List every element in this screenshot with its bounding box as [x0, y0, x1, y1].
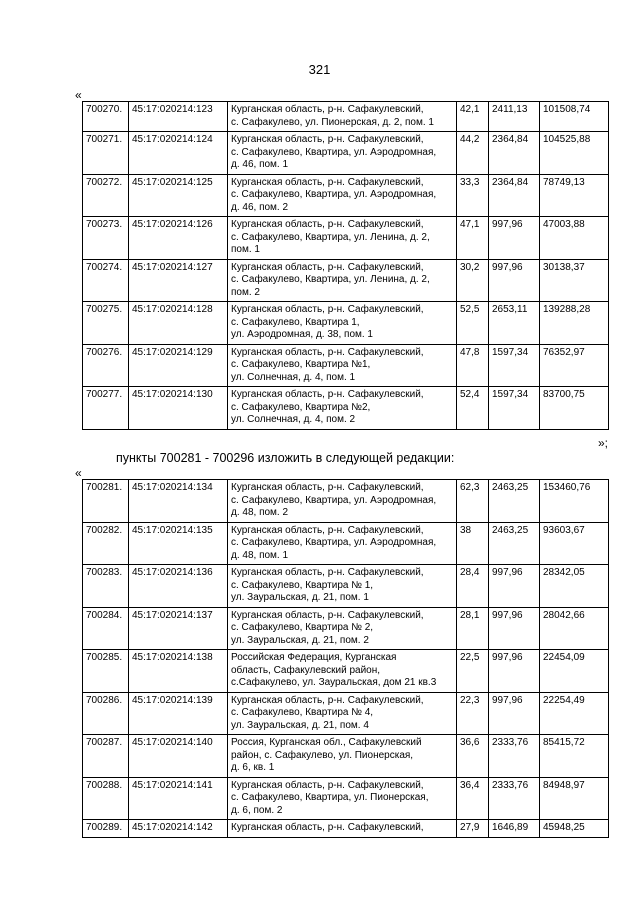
table-row: [83, 132, 609, 175]
price-cell: 2364,84: [489, 132, 540, 175]
price-cell: 997,96: [489, 565, 540, 608]
area-cell: 22,3: [457, 692, 489, 735]
cadastral-number-cell: 45:17:020214:142: [129, 820, 228, 838]
address-cell: Курганская область, р-н. Сафакулевский, с. Сафакулево, Квартира, ул. Аэродромная, д. 48, пом. 1: [228, 522, 457, 565]
opening-quote: «: [75, 466, 82, 480]
total-value-cell: 83700,75: [540, 387, 609, 430]
row-number-cell: 700273.: [83, 217, 129, 260]
address-cell: Курганская область, р-н. Сафакулевский, с. Сафакулево, Квартира № 2, ул. Зауральская, д. 21, пом. 2: [228, 607, 457, 650]
table-row: [83, 522, 609, 565]
closing-quote: »;: [598, 436, 609, 450]
total-value-cell: 78749,13: [540, 174, 609, 217]
price-cell: 997,96: [489, 650, 540, 693]
row-number-cell: 700270.: [83, 102, 129, 132]
table-row: [83, 607, 609, 650]
area-cell: 42,1: [457, 102, 489, 132]
total-value-cell: 28342,05: [540, 565, 609, 608]
table-row: [83, 650, 609, 693]
cadastral-number-cell: 45:17:020214:140: [129, 735, 228, 778]
price-cell: 2333,76: [489, 777, 540, 820]
property-table-amended: [82, 479, 609, 838]
total-value-cell: 85415,72: [540, 735, 609, 778]
table-row: [83, 480, 609, 523]
table-row: [83, 174, 609, 217]
total-value-cell: 28042,66: [540, 607, 609, 650]
total-value-cell: 104525,88: [540, 132, 609, 175]
cadastral-number-cell: 45:17:020214:139: [129, 692, 228, 735]
total-value-cell: 93603,67: [540, 522, 609, 565]
amendment-instruction: пункты 700281 - 700296 изложить в следующей редакции:: [116, 451, 455, 465]
total-value-cell: 45948,25: [540, 820, 609, 838]
address-cell: Курганская область, р-н. Сафакулевский, с. Сафакулево, Квартира №1, ул. Солнечная, д. 4, пом. 1: [228, 344, 457, 387]
address-cell: Курганская область, р-н. Сафакулевский, с. Сафакулево, Квартира № 4, ул. Зауральская, д. 21, пом. 4: [228, 692, 457, 735]
total-value-cell: 47003,88: [540, 217, 609, 260]
row-number-cell: 700272.: [83, 174, 129, 217]
address-cell: Курганская область, р-н. Сафакулевский, с. Сафакулево, Квартира, ул. Ленина, д. 2, пом. 2: [228, 259, 457, 302]
price-cell: 997,96: [489, 692, 540, 735]
price-cell: 1597,34: [489, 344, 540, 387]
cadastral-number-cell: 45:17:020214:125: [129, 174, 228, 217]
cadastral-number-cell: 45:17:020214:127: [129, 259, 228, 302]
price-cell: 1597,34: [489, 387, 540, 430]
table-row: [83, 259, 609, 302]
area-cell: 36,6: [457, 735, 489, 778]
row-number-cell: 700275.: [83, 302, 129, 345]
table-row: [83, 777, 609, 820]
table-row: [83, 735, 609, 778]
price-cell: 1646,89: [489, 820, 540, 838]
table-row: [83, 102, 609, 132]
price-cell: 2653,11: [489, 302, 540, 345]
opening-quote: «: [75, 88, 82, 102]
cadastral-number-cell: 45:17:020214:137: [129, 607, 228, 650]
price-cell: 2463,25: [489, 522, 540, 565]
row-number-cell: 700288.: [83, 777, 129, 820]
area-cell: 52,5: [457, 302, 489, 345]
price-cell: 2411,13: [489, 102, 540, 132]
row-number-cell: 700277.: [83, 387, 129, 430]
address-cell: Курганская область, р-н. Сафакулевский,: [228, 820, 457, 838]
address-cell: Курганская область, р-н. Сафакулевский, с. Сафакулево, Квартира 1, ул. Аэродромная, д. 38, пом. 1: [228, 302, 457, 345]
area-cell: 47,8: [457, 344, 489, 387]
area-cell: 62,3: [457, 480, 489, 523]
area-cell: 44,2: [457, 132, 489, 175]
total-value-cell: 22254,49: [540, 692, 609, 735]
address-cell: Курганская область, р-н. Сафакулевский, с. Сафакулево, Квартира № 1, ул. Зауральская, д. 21, пом. 1: [228, 565, 457, 608]
cadastral-number-cell: 45:17:020214:123: [129, 102, 228, 132]
cadastral-number-cell: 45:17:020214:138: [129, 650, 228, 693]
address-cell: Российская Федерация, Курганская область, Сафакулевский район, с.Сафакулево, ул. Зауральская, дом 21 кв.3: [228, 650, 457, 693]
address-cell: Курганская область, р-н. Сафакулевский, с. Сафакулево, Квартира, ул. Аэродромная, д. 46, пом. 1: [228, 132, 457, 175]
area-cell: 38: [457, 522, 489, 565]
row-number-cell: 700282.: [83, 522, 129, 565]
area-cell: 30,2: [457, 259, 489, 302]
address-cell: Курганская область, р-н. Сафакулевский, с. Сафакулево, Квартира, ул. Аэродромная, д. 48, пом. 2: [228, 480, 457, 523]
cadastral-number-cell: 45:17:020214:135: [129, 522, 228, 565]
table-row: [83, 344, 609, 387]
table-row: [83, 565, 609, 608]
row-number-cell: 700285.: [83, 650, 129, 693]
total-value-cell: 30138,37: [540, 259, 609, 302]
total-value-cell: 139288,28: [540, 302, 609, 345]
cadastral-number-cell: 45:17:020214:134: [129, 480, 228, 523]
area-cell: 36,4: [457, 777, 489, 820]
price-cell: 997,96: [489, 259, 540, 302]
total-value-cell: 84948,97: [540, 777, 609, 820]
table-row: [83, 692, 609, 735]
total-value-cell: 22454,09: [540, 650, 609, 693]
table-row: [83, 387, 609, 430]
page-number: 321: [308, 62, 331, 77]
area-cell: 28,4: [457, 565, 489, 608]
area-cell: 47,1: [457, 217, 489, 260]
address-cell: Россия, Курганская обл., Сафакулевский район, с. Сафакулево, ул. Пионерская, д. 6, кв. 1: [228, 735, 457, 778]
row-number-cell: 700274.: [83, 259, 129, 302]
cadastral-number-cell: 45:17:020214:124: [129, 132, 228, 175]
table-row: [83, 820, 609, 838]
total-value-cell: 101508,74: [540, 102, 609, 132]
area-cell: 28,1: [457, 607, 489, 650]
address-cell: Курганская область, р-н. Сафакулевский, с. Сафакулево, Квартира №2, ул. Солнечная, д. 4, пом. 2: [228, 387, 457, 430]
cadastral-number-cell: 45:17:020214:130: [129, 387, 228, 430]
price-cell: 2333,76: [489, 735, 540, 778]
price-cell: 997,96: [489, 217, 540, 260]
cadastral-number-cell: 45:17:020214:128: [129, 302, 228, 345]
row-number-cell: 700284.: [83, 607, 129, 650]
row-number-cell: 700281.: [83, 480, 129, 523]
row-number-cell: 700271.: [83, 132, 129, 175]
address-cell: Курганская область, р-н. Сафакулевский, с. Сафакулево, ул. Пионерская, д. 2, пом. 1: [228, 102, 457, 132]
property-table-current: [82, 101, 609, 430]
cadastral-number-cell: 45:17:020214:141: [129, 777, 228, 820]
row-number-cell: 700283.: [83, 565, 129, 608]
cadastral-number-cell: 45:17:020214:126: [129, 217, 228, 260]
total-value-cell: 76352,97: [540, 344, 609, 387]
area-cell: 33,3: [457, 174, 489, 217]
address-cell: Курганская область, р-н. Сафакулевский, с. Сафакулево, Квартира, ул. Пионерская, д. 6, пом. 2: [228, 777, 457, 820]
table-row: [83, 302, 609, 345]
total-value-cell: 153460,76: [540, 480, 609, 523]
price-cell: 2364,84: [489, 174, 540, 217]
row-number-cell: 700276.: [83, 344, 129, 387]
area-cell: 22,5: [457, 650, 489, 693]
cadastral-number-cell: 45:17:020214:136: [129, 565, 228, 608]
row-number-cell: 700289.: [83, 820, 129, 838]
table-row: [83, 217, 609, 260]
row-number-cell: 700286.: [83, 692, 129, 735]
area-cell: 27,9: [457, 820, 489, 838]
price-cell: 2463,25: [489, 480, 540, 523]
address-cell: Курганская область, р-н. Сафакулевский, с. Сафакулево, Квартира, ул. Ленина, д. 2, пом. 1: [228, 217, 457, 260]
cadastral-number-cell: 45:17:020214:129: [129, 344, 228, 387]
area-cell: 52,4: [457, 387, 489, 430]
price-cell: 997,96: [489, 607, 540, 650]
row-number-cell: 700287.: [83, 735, 129, 778]
address-cell: Курганская область, р-н. Сафакулевский, с. Сафакулево, Квартира, ул. Аэродромная, д. 46, пом. 2: [228, 174, 457, 217]
